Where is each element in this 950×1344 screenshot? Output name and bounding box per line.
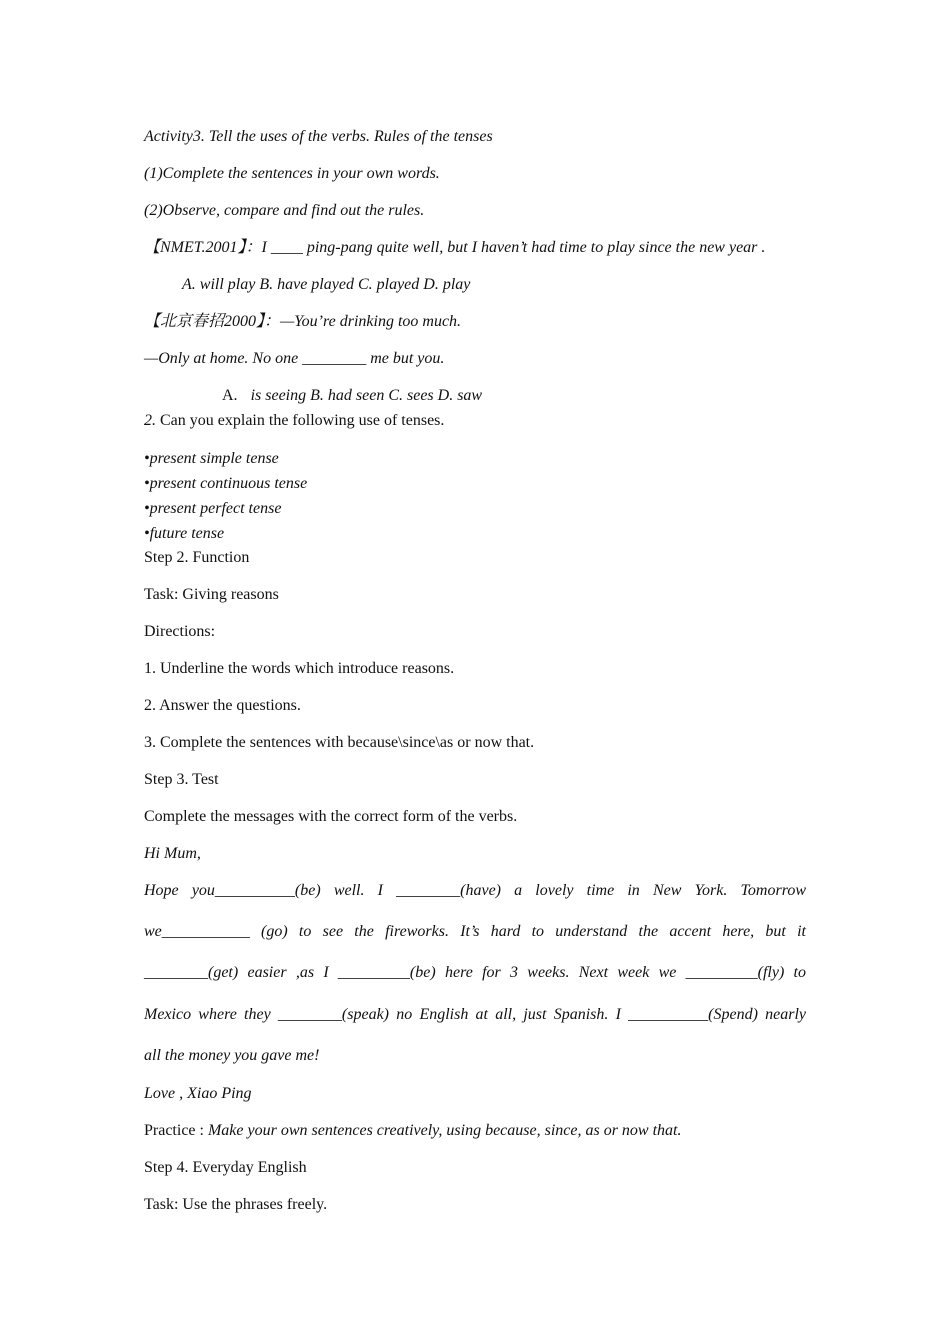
message-line: Hope you__________(be) well. I ________(have) a lovely time in New York. Tomorrow <box>144 882 806 899</box>
question-2-option-text: is seeing B. had seen C. sees D. saw <box>250 387 483 404</box>
practice-text: Make your own sentences creatively, using because, since, as or now that. <box>207 1122 682 1139</box>
step3-title: Step 3. Test <box>144 771 219 788</box>
message-line: we___________ (go) to see the fireworks. It’s hard to understand the accent here, but it <box>144 923 806 940</box>
list-item: •future tense <box>144 525 225 542</box>
directions-label: Directions: <box>144 623 216 640</box>
question-1 <box>144 238 765 258</box>
message-signoff: Love , Xiao Ping <box>144 1085 252 1102</box>
tenses-prompt-text: Can you explain the following use of tenses. <box>156 412 445 429</box>
question-1-stem: I ____ ping-pang quite well, but I haven’t had time to play since the new year . <box>261 239 766 256</box>
tenses-prompt-number: 2. <box>144 412 156 429</box>
direction-item: 1. Underline the words which introduce reasons. <box>144 660 455 677</box>
direction-item: 3. Complete the sentences with because\since\as or now that. <box>144 734 535 751</box>
list-item: •present simple tense <box>144 450 279 467</box>
instruction-1: (1)Complete the sentences in your own words. <box>144 165 440 182</box>
practice-label: Practice : <box>144 1122 208 1139</box>
question-2 <box>144 312 461 332</box>
document-page <box>144 0 806 1344</box>
step2-title: Step 2. Function <box>144 549 250 566</box>
direction-item: 2. Answer the questions. <box>144 697 301 714</box>
message-line-last: all the money you gave me! <box>144 1047 320 1064</box>
message-line: Mexico where they ________(speak) no English at all, just Spanish. I __________(Spend) nearly <box>144 1006 806 1023</box>
message-greeting: Hi Mum, <box>144 845 201 862</box>
bullet: • <box>144 500 150 517</box>
step2-task: Task: Giving reasons <box>144 586 279 603</box>
question-2-line-2: —Only at home. No one ________ me but you. <box>144 350 445 367</box>
list-item: •present continuous tense <box>144 475 308 492</box>
step3-instruction: Complete the messages with the correct form of the verbs. <box>144 808 518 825</box>
question-2-option-label: A. <box>222 387 238 404</box>
question-2-source: 【北京春招2000】： <box>144 313 281 330</box>
activity3-heading: Activity3. Tell the uses of the verbs. Rules of the tenses <box>144 128 493 145</box>
step4-task: Task: Use the phrases freely. <box>144 1196 328 1213</box>
question-2-line-1: —You’re drinking too much. <box>280 313 462 330</box>
bullet: • <box>144 525 150 542</box>
instruction-2: (2)Observe, compare and find out the rules. <box>144 202 425 219</box>
tenses-prompt <box>144 411 444 431</box>
question-1-source: 【NMET.2001】： <box>144 239 262 256</box>
question-1-options: A. will play B. have played C. played D. play <box>182 276 471 293</box>
bullet: • <box>144 475 150 492</box>
practice <box>144 1121 682 1141</box>
question-2-options <box>222 386 482 406</box>
message-line: ________(get) easier ,as I _________(be) here for 3 weeks. Next week we _________(fly) to <box>144 964 806 981</box>
bullet: • <box>144 450 150 467</box>
list-item: •present perfect tense <box>144 500 282 517</box>
step4-title: Step 4. Everyday English <box>144 1159 307 1176</box>
